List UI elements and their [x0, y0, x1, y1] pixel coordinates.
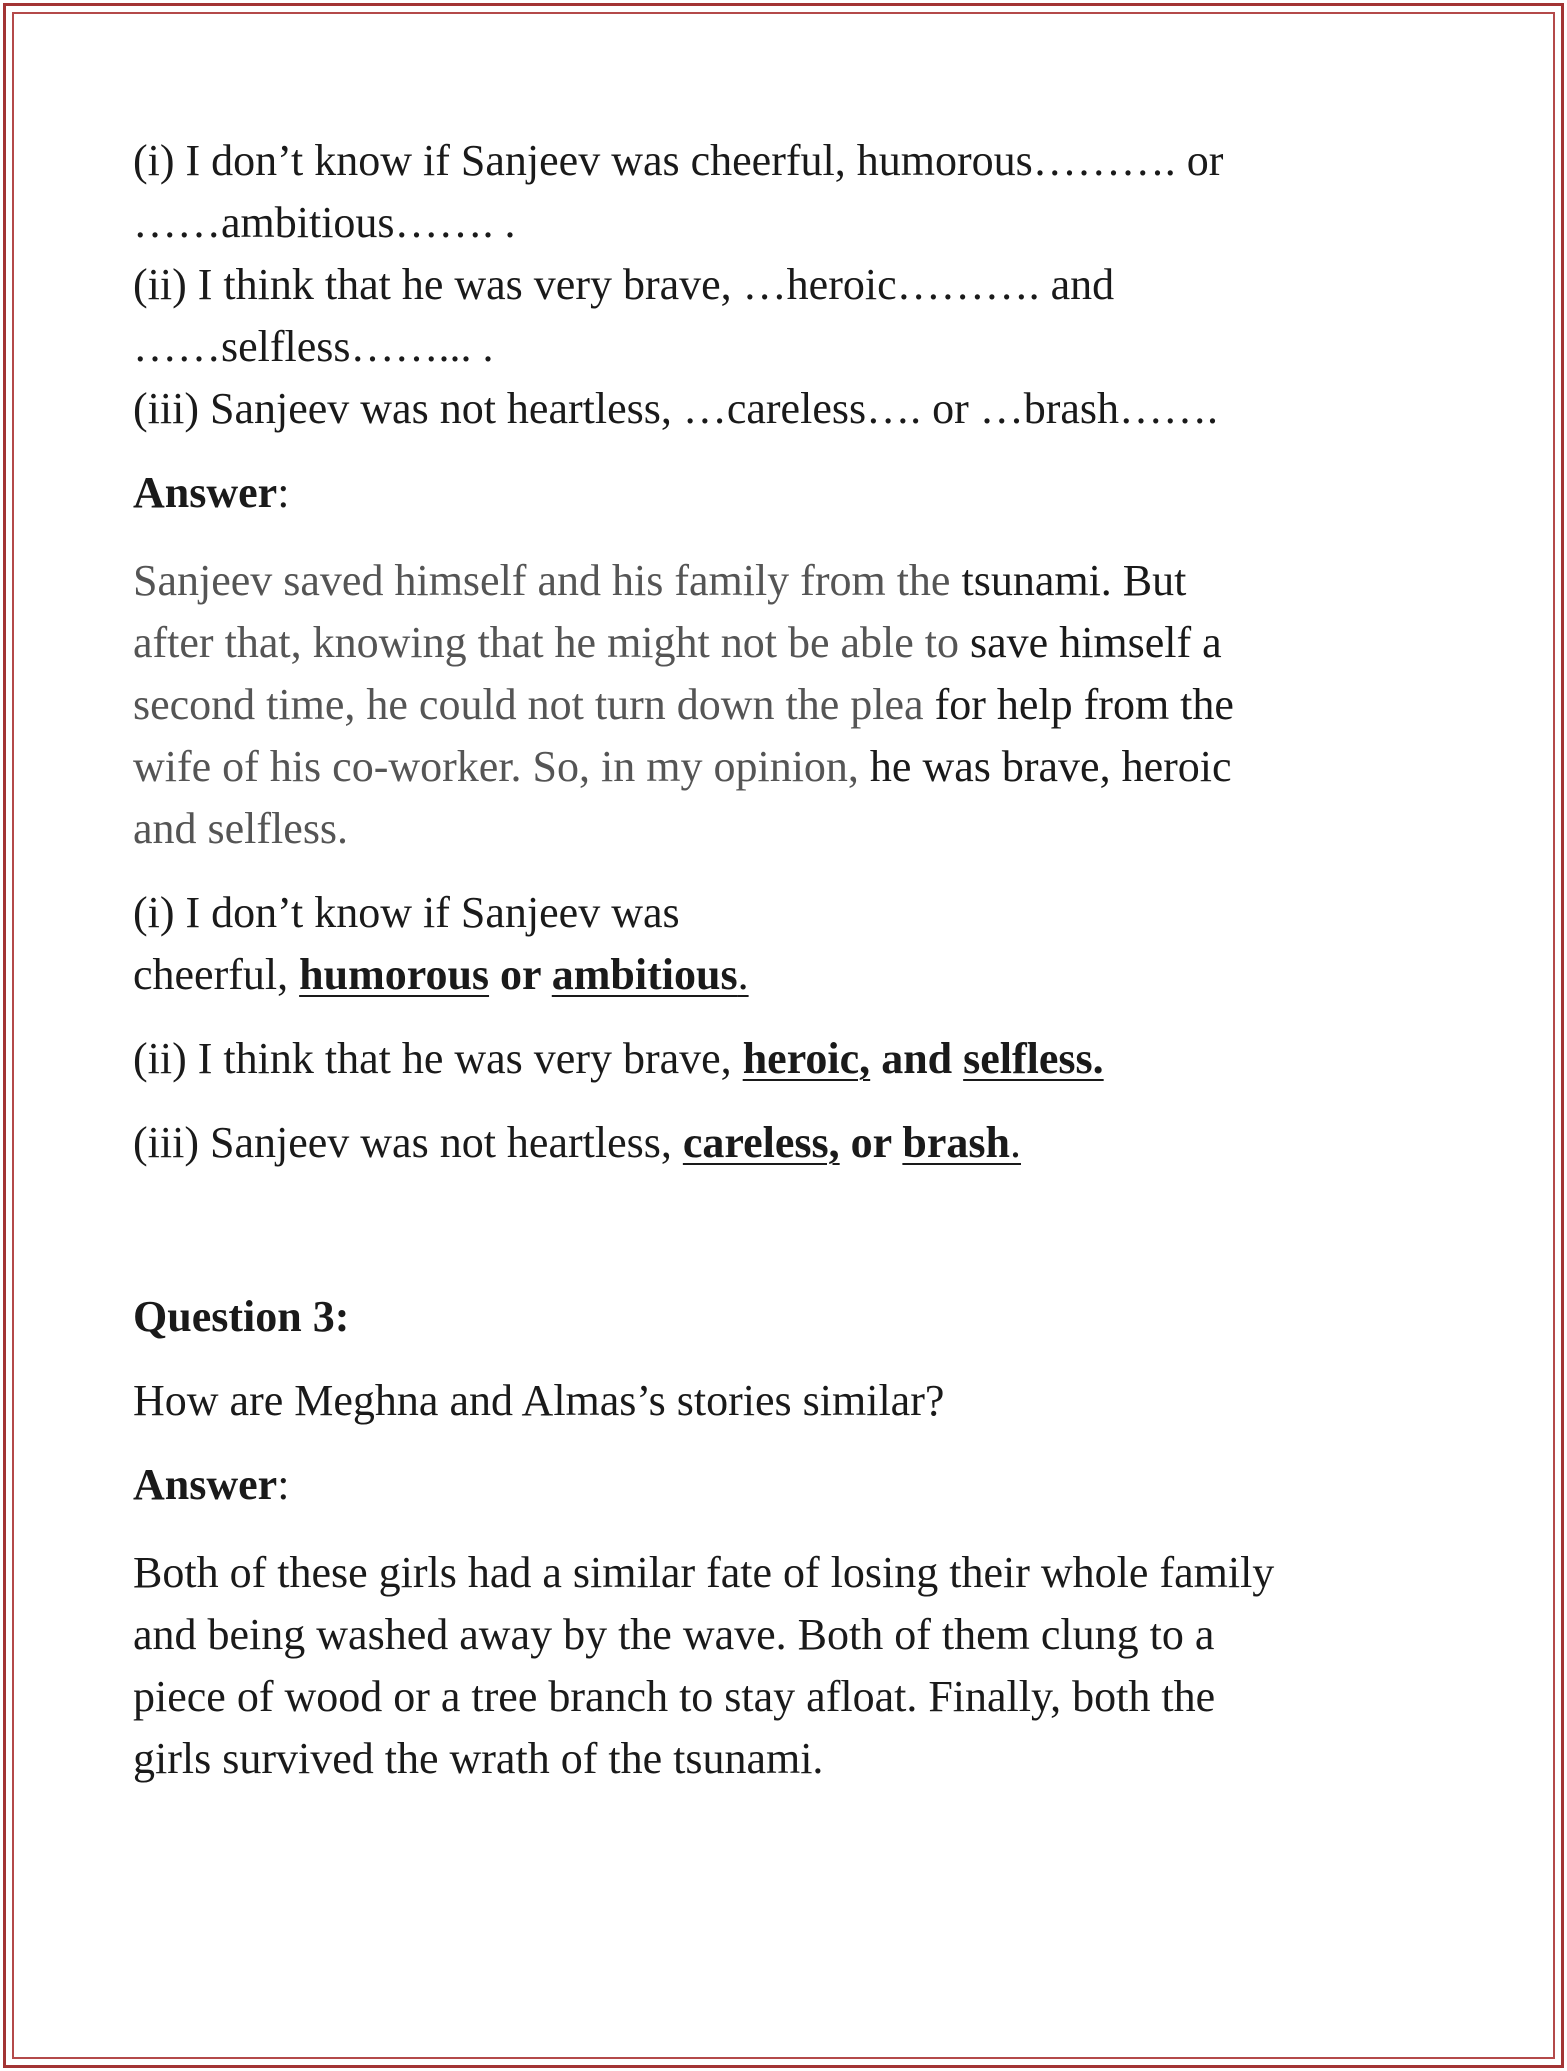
question-3-answer-line: Both of these girls had a similar fate of losing their whole family: [133, 1548, 1275, 1597]
question-3-answer-paragraph: [133, 1542, 1453, 1790]
filled-answer-end: .: [737, 950, 749, 999]
filled-answer-prefix: cheerful,: [133, 950, 300, 999]
answer-line-faded: second time, he could not turn down the plea: [133, 680, 924, 729]
answer-heading: [133, 462, 1453, 524]
fill-in-blanks-questions: [133, 130, 1453, 440]
answer-label: Answer: [133, 468, 278, 517]
filled-answer-i-line-1: (i) I don’t know if Sanjeev was: [133, 888, 680, 937]
answer-line-faded: after that, knowing that he might not be able to: [133, 618, 960, 667]
answer-colon: :: [277, 468, 290, 517]
question-item-3-line-1: (iii) Sanjeev was not heartless, …careless…. or …brash…….: [133, 384, 1219, 433]
filled-answer-end: .: [1009, 1118, 1021, 1167]
filled-answer-word: brash: [902, 1118, 1010, 1167]
question-3-answer-line: piece of wood or a tree branch to stay afloat. Finally, both the: [133, 1672, 1216, 1721]
answer-line: [133, 612, 1453, 674]
question-item-1-line-2: ……ambitious……. .: [133, 198, 516, 247]
filled-answer-conjunction: or: [489, 950, 552, 999]
filled-answer-conjunction: and: [870, 1034, 964, 1083]
filled-answer-word: careless,: [682, 1118, 840, 1167]
filled-answer-prefix: (iii) Sanjeev was not heartless,: [133, 1118, 683, 1167]
filled-answer-word: selfless.: [963, 1034, 1104, 1083]
answer-line-normal: save himself a: [959, 618, 1222, 667]
answer-colon: :: [277, 1460, 290, 1509]
question-3-answer-line: girls survived the wrath of the tsunami.: [133, 1734, 824, 1783]
answer-line-normal: tsunami. But: [950, 556, 1187, 605]
question-item-2-line-2: ……selfless……... .: [133, 322, 494, 371]
filled-answer-word: ambitious: [551, 950, 738, 999]
question-3-text: How are Meghna and Almas’s stories similar?: [133, 1376, 945, 1425]
answer-line-faded: wife of his co-worker. So, in my opinion,: [133, 742, 859, 791]
answer-line-normal: for help from the: [923, 680, 1234, 729]
question-item-2-line-1: (ii) I think that he was very brave, …heroic………. and: [133, 260, 1115, 309]
question-3-answer-heading: [133, 1454, 1453, 1516]
answer-line-faded: Sanjeev saved himself and his family from the: [133, 556, 951, 605]
question-3-answer-line: and being washed away by the wave. Both of them clung to a: [133, 1610, 1215, 1659]
document-body: [133, 130, 1453, 1790]
answer-line-normal: he was brave, heroic: [858, 742, 1232, 791]
answer-paragraph: [133, 550, 1453, 860]
filled-answer-iii: [133, 1112, 1453, 1174]
filled-answer-prefix: (ii) I think that he was very brave,: [133, 1034, 743, 1083]
answer-line: [133, 798, 1453, 860]
question-3-heading: Question 3:: [133, 1292, 350, 1341]
answer-line: [133, 674, 1453, 736]
answer-label: Answer: [133, 1460, 278, 1509]
filled-answer-i: [133, 882, 1453, 1006]
filled-answer-conjunction: or: [839, 1118, 903, 1167]
filled-answer-word: humorous: [299, 950, 490, 999]
answer-line: [133, 736, 1453, 798]
filled-answer-i-line-2: [133, 944, 1453, 1006]
answer-line-faded: and selfless.: [133, 804, 349, 853]
answer-line: [133, 550, 1453, 612]
filled-answer-ii: [133, 1028, 1453, 1090]
question-item-1-line-1: (i) I don’t know if Sanjeev was cheerful, humorous………. or: [133, 136, 1224, 185]
filled-answer-word: heroic,: [742, 1034, 871, 1083]
